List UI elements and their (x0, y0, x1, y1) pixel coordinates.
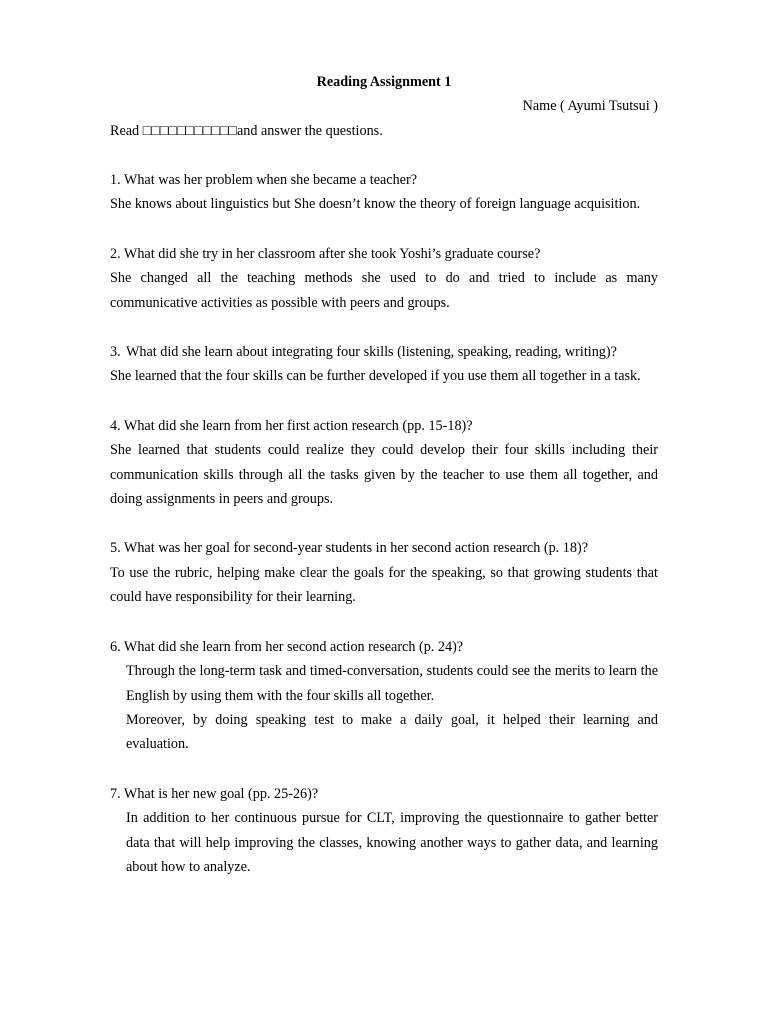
question-4: 4. What did she learn from her first action research (pp. 15-18)? (110, 417, 473, 434)
question-block-2 (110, 242, 658, 315)
student-name-line: Name ( Ayumi Tsutsui ) (522, 98, 658, 114)
question-3 (110, 340, 658, 364)
question-block-4 (110, 414, 658, 512)
answer-6-part-1: Through the long-term task and timed-conversation, students could see the merits to learn the English by using them with the four skills all together. (126, 663, 658, 704)
question-2: 2. What did she try in her classroom after she took Yoshi’s graduate course? (110, 245, 541, 262)
missing-glyph-boxes: □□□□□□□□□□□ (142, 123, 237, 139)
answer-6-part-2: Moreover, by doing speaking test to make a daily goal, it helped their learning and evaluation. (126, 711, 658, 753)
question-block-3 (110, 340, 658, 389)
question-6: 6. What did she learn from her second action research (p. 24)? (110, 638, 464, 655)
instruction-suffix: and answer the questions. (236, 123, 383, 139)
answer-7: In addition to her continuous pursue for CLT, improving the questionnaire to gather better data that will help improving the classes, knowing another ways to gather data, and learning about how to analyze. (126, 810, 658, 875)
instruction-prefix: Read (110, 123, 143, 139)
question-3-number: 3. (110, 344, 121, 361)
question-block-7 (110, 782, 658, 880)
document-title: Reading Assignment 1 (316, 74, 452, 90)
answer-1: She knows about linguistics but She doesn’t know the theory of foreign language acquisition. (110, 196, 641, 213)
question-3-text: What did she learn about integrating four skills (listening, speaking, reading, writing)? (126, 344, 617, 361)
question-1: 1. What was her problem when she became a teacher? (110, 172, 417, 188)
question-5: 5. What was her goal for second-year students in her second action research (p. 18)? (110, 540, 588, 557)
instruction-line (110, 119, 658, 143)
answer-3: She learned that the four skills can be further developed if you use them all together in a task. (110, 368, 641, 385)
question-7: 7. What is her new goal (pp. 25-26)? (110, 785, 319, 802)
question-block-1 (110, 168, 658, 217)
question-block-6 (110, 635, 658, 757)
answer-5: To use the rubric, helping make clear the goals for the speaking, so that growing students that could have responsibility for their learning. (110, 564, 658, 606)
answer-2: She changed all the teaching methods she used to do and tried to include as many communicative activities as possible with peers and groups. (110, 270, 658, 311)
question-block-5 (110, 536, 658, 609)
answer-4: She learned that students could realize they could develop their four skills including their communication skills through all the tasks given by the teacher to use them all together, and doing assignments in peers and groups. (110, 442, 658, 508)
